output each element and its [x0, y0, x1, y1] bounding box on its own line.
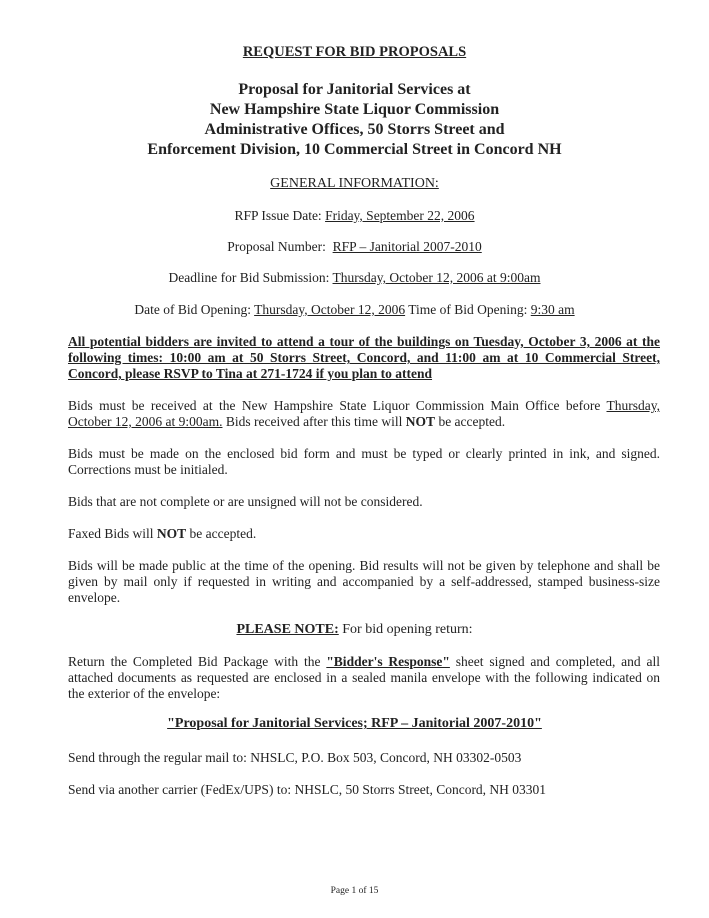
bid-deadline: [0, 270, 709, 286]
public-results-paragraph: Bids will be made public at the time of the opening. Bid results will not be given by telephone and shall be given by mail only if requested in writing and accompanied by a self-addressed, stamped business-size envelope.: [68, 558, 660, 605]
proposal-number-label: Proposal Number:: [227, 239, 326, 254]
please-note-text: For bid opening return:: [342, 622, 473, 637]
receipt-deadline: Thursday, October 12, 2006 at 9:00am.: [68, 398, 660, 429]
page-number-footer: Page 1 of 15: [330, 886, 379, 896]
envelope-label: "Proposal for Janitorial Services; RFP – Janitorial 2007-2010": [167, 716, 542, 731]
bidders-response-label: "Bidder's Response": [326, 654, 450, 669]
issue-date-value: Friday, September 22, 2006: [325, 208, 475, 223]
incomplete-bids-paragraph: Bids that are not complete or are unsigned will not be considered.: [68, 494, 423, 509]
bid-form-paragraph: Bids must be made on the enclosed bid form and must be typed or clearly printed in ink, and signed. Corrections must be initialed.: [68, 446, 660, 477]
faxed-text-post: be accepted.: [189, 526, 257, 541]
proposal-number: [0, 239, 709, 255]
receipt-paragraph: [68, 398, 660, 430]
receipt-text-post: be accepted.: [438, 414, 506, 429]
subtitle-line-3: Administrative Offices, 50 Storrs Street and: [204, 121, 505, 138]
general-information-heading: GENERAL INFORMATION:: [270, 176, 439, 191]
return-text-post: sheet signed and completed, and all attached documents as requested are enclosed in a sealed manila envelope with the following indicated on the exterior of the envelope:: [68, 654, 660, 701]
receipt-not: NOT: [405, 414, 436, 429]
deadline-label: Deadline for Bid Submission:: [168, 270, 330, 285]
opening-date-value: Thursday, October 12, 2006: [254, 302, 406, 317]
opening-time-label: Time of Bid Opening:: [408, 302, 528, 317]
return-text-pre: Return the Completed Bid Package with the: [68, 654, 321, 669]
proposal-number-value: RFP – Janitorial 2007-2010: [332, 239, 482, 254]
opening-time-value: 9:30 am: [530, 302, 575, 317]
bid-opening: [0, 302, 709, 318]
rfp-issue-date: [0, 208, 709, 224]
subtitle-line-2: New Hampshire State Liquor Commission: [209, 101, 500, 118]
faxed-not: NOT: [156, 526, 187, 541]
opening-date-label: Date of Bid Opening:: [134, 302, 251, 317]
document-title: REQUEST FOR BID PROPOSALS: [242, 44, 467, 60]
subtitle-line-4: Enforcement Division, 10 Commercial Street in Concord NH: [147, 141, 562, 158]
return-instructions-paragraph: [68, 654, 660, 702]
please-note-label: PLEASE NOTE:: [236, 622, 339, 637]
receipt-text-pre: Bids must be received at the New Hampshire State Liquor Commission Main Office before: [68, 398, 601, 413]
deadline-value: Thursday, October 12, 2006 at 9:00am: [332, 270, 541, 285]
proposal-subtitle: [0, 80, 709, 160]
carrier-address: Send via another carrier (FedEx/UPS) to: NHSLC, 50 Storrs Street, Concord, NH 03301: [68, 782, 547, 797]
receipt-text-mid: Bids received after this time will: [225, 414, 403, 429]
tour-paragraph: All potential bidders are invited to attend a tour of the buildings on Tuesday, October 3, 2006 at the following times: 10:00 am at 50 Storrs Street, Concord, and 11:00 am at 10 Commercial Street, Concord, please RSVP to Tina at 271-1724 if you plan to attend: [68, 334, 660, 381]
subtitle-line-1: Proposal for Janitorial Services at: [238, 81, 471, 98]
faxed-text-pre: Faxed Bids will: [68, 526, 154, 541]
please-note: [0, 622, 709, 638]
faxed-bids-paragraph: [68, 526, 660, 542]
issue-date-label: RFP Issue Date:: [234, 208, 322, 223]
regular-mail-address: Send through the regular mail to: NHSLC, P.O. Box 503, Concord, NH 03302-0503: [68, 750, 522, 765]
